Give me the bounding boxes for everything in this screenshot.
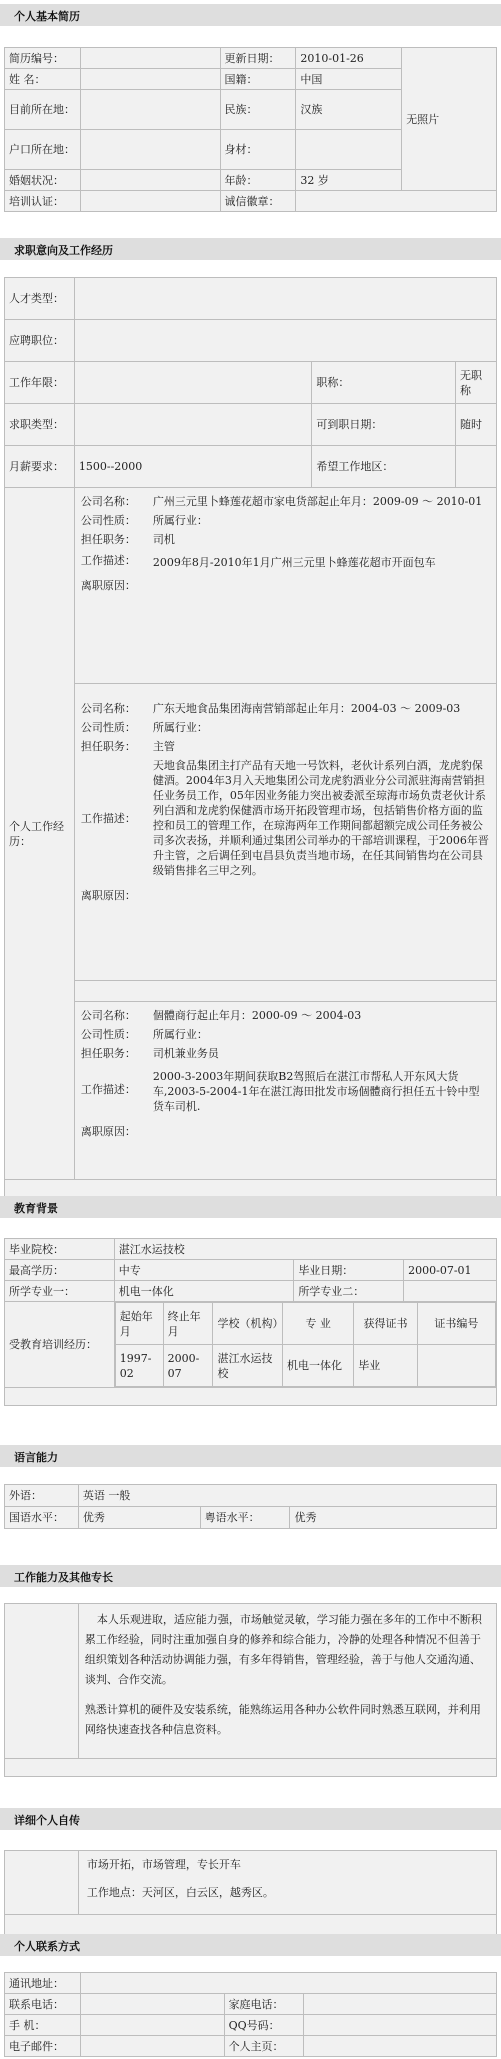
section-title: 个人联系方式 <box>14 1940 80 1953</box>
cantonese-value: 优秀 <box>290 1507 497 1529</box>
section-header-skills <box>0 1565 501 1587</box>
home-phone-label: 家庭电话： <box>224 1994 304 2015</box>
company-value: 广州三元里卜蜂莲花超市家电货部起止年月：2009-09 ～ 2010-01 <box>152 495 483 508</box>
cantonese-label: 粤语水平： <box>200 1507 290 1529</box>
section-header-self <box>0 1808 501 1830</box>
job-title-value: 无职称 <box>456 362 497 404</box>
available-label: 可到职日期： <box>312 404 456 446</box>
th-cert-no: 证书编号 <box>417 1303 495 1345</box>
nationality-value: 中国 <box>296 69 402 90</box>
mobile-value <box>80 2015 224 2036</box>
train-end: 2000-07 <box>163 1345 213 1387</box>
role-label: 担任职务： <box>80 1047 136 1060</box>
experience-label: 个人工作经历： <box>5 488 75 1180</box>
qq-label: QQ号码： <box>224 2015 304 2036</box>
job-divider <box>75 683 496 695</box>
credit-value <box>296 191 497 212</box>
desc-value: 2000-3-2003年期间获取B2驾照后在湛江市帮私人开东风大货车,2003-5-2004-1年在湛江海田批发市场個體商行担任五十铃中型货车司机. <box>152 1070 480 1113</box>
email-value <box>80 2036 224 2057</box>
years-label: 工作年限： <box>5 362 75 404</box>
company-label: 公司名称： <box>80 1009 136 1022</box>
ethnicity-value: 汉族 <box>296 90 402 130</box>
nature-label: 公司性质： <box>80 1028 136 1041</box>
company-label: 公司名称： <box>80 702 136 715</box>
section-header-intent <box>0 238 501 260</box>
company-value: 广东天地食品集团海南营销部起止年月：2004-03 ～ 2009-03 <box>152 702 461 715</box>
nature-value: 所属行业： <box>152 514 208 527</box>
area-label: 希望工作地区： <box>312 446 456 488</box>
th-cert: 获得证书 <box>354 1303 417 1345</box>
ethnicity-label: 民族： <box>220 90 296 130</box>
role-label: 担任职务： <box>80 740 136 753</box>
desc-value: 天地食品集团主打产品有天地一号饮料，老伙计系列白酒，龙虎豹保健酒。2004年3月入天地集团公司龙虎豹酒业分公司派驻海南营销担任业务员工作，05年因业务能力突出被委派至琼海市场负责老伙计系列白酒和龙虎豹保健酒市场开拓段管理市场，包括销售价格方面的监控和员工的管理工作，在琼海两年工作期间都超额完成公司任务被公司多次表扬，并顺利通过集团公司举办的干部培训课程，于2006年晋升主管，之后调任到屯昌县负责当地市场，在任其间销售均在公司县级销售排名三甲之列。 <box>152 759 489 877</box>
credit-label: 诚信徽章： <box>220 191 296 212</box>
edu-footer-row <box>5 1388 497 1406</box>
homepage-label: 个人主页： <box>224 2036 304 2057</box>
email-label: 电子邮件： <box>5 2036 81 2057</box>
train-cert: 毕业 <box>354 1345 417 1387</box>
train-cert-no <box>417 1345 495 1387</box>
location-value <box>80 90 220 130</box>
th-major: 专 业 <box>282 1303 353 1345</box>
talent-type-value <box>74 278 496 320</box>
train-major: 机电一体化 <box>282 1345 353 1387</box>
hukou-value <box>80 130 220 170</box>
section-header-contact <box>0 1934 501 1956</box>
intent-footer-row <box>5 1180 497 1198</box>
mandarin-value: 优秀 <box>78 1507 200 1529</box>
section-header-edu <box>0 1196 501 1218</box>
nature-label: 公司性质： <box>80 514 136 527</box>
salary-label: 月薪要求： <box>5 446 75 488</box>
address-label: 通讯地址： <box>5 1973 81 1994</box>
phone-value <box>80 1994 224 2015</box>
hukou-label: 户口所在地： <box>5 130 81 170</box>
desc-label: 工作描述： <box>80 554 136 567</box>
self-line: 市场开拓，市场管理，专长开车 <box>86 1858 241 1871</box>
section-title: 语言能力 <box>14 1451 58 1464</box>
train-school: 湛江水运技校 <box>213 1345 282 1387</box>
role-label: 担任职务： <box>80 533 136 546</box>
name-label: 姓 名： <box>5 69 81 90</box>
home-phone-value <box>304 1994 497 2015</box>
area-value <box>456 446 497 488</box>
training-table <box>115 1302 496 1387</box>
role-value: 主管 <box>152 740 175 753</box>
company-label: 公司名称： <box>80 495 136 508</box>
self-line: 工作地点：天河区，白云区，越秀区。 <box>86 1886 274 1899</box>
foreign-value: 英语 一般 <box>78 1485 496 1507</box>
jobtype-value <box>74 404 311 446</box>
school-value: 湛江水运技校 <box>114 1239 496 1260</box>
cert-value <box>80 191 220 212</box>
section-title: 个人基本简历 <box>14 10 80 23</box>
section-title: 详细个人自传 <box>14 1814 80 1827</box>
reason-label: 离职原因： <box>80 579 136 592</box>
th-end: 终止年月 <box>163 1303 213 1345</box>
edu-table <box>4 1238 497 1406</box>
skills-paragraph: 熟悉计算机的硬件及安装系统，能熟练运用各种办公软件同时熟悉互联网，并利用网络快速查找各种信息资料。 <box>84 1703 481 1736</box>
update-date-label: 更新日期： <box>220 48 296 69</box>
section-header-basic <box>0 4 501 26</box>
major1-value: 机电一体化 <box>114 1281 294 1302</box>
self-spacer <box>5 1851 79 1915</box>
lang-table <box>4 1484 497 1529</box>
skills-cell <box>78 1604 496 1759</box>
reason-value <box>149 1116 494 1141</box>
position-label: 应聘职位： <box>5 320 75 362</box>
photo-placeholder: 无照片 <box>406 112 440 126</box>
photo-cell <box>402 48 497 191</box>
position-value <box>74 320 496 362</box>
nature-value: 所属行业： <box>152 721 208 734</box>
major2-label: 所学专业二： <box>294 1281 404 1302</box>
job-entry <box>75 695 496 980</box>
mobile-label: 手 机： <box>5 2015 81 2036</box>
nature-value: 所属行业： <box>152 1028 208 1041</box>
foreign-label: 外语： <box>5 1485 79 1507</box>
degree-value: 中专 <box>114 1260 294 1281</box>
height-value <box>296 130 402 170</box>
resume-no-value <box>80 48 220 69</box>
self-footer-row <box>5 1915 497 1935</box>
name-value <box>80 69 220 90</box>
marital-value <box>80 170 220 191</box>
location-label: 目前所在地： <box>5 90 81 130</box>
reason-label: 离职原因： <box>80 889 136 902</box>
marital-label: 婚姻状况： <box>5 170 81 191</box>
age-value: 32 岁 <box>296 170 402 191</box>
section-title: 求职意向及工作经历 <box>14 244 113 257</box>
jobtype-label: 求职类型： <box>5 404 75 446</box>
reason-label: 离职原因： <box>80 1125 136 1138</box>
skills-table <box>4 1603 497 1777</box>
desc-value: 2009年8月-2010年1月广州三元里卜蜂莲花超市开面包车 <box>152 556 436 569</box>
train-start: 1997-02 <box>115 1345 163 1387</box>
section-header-lang <box>0 1445 501 1467</box>
mandarin-label: 国语水平： <box>5 1507 79 1529</box>
role-value: 司机兼业务员 <box>152 1047 219 1060</box>
desc-label: 工作描述： <box>80 811 136 825</box>
grad-date-label: 毕业日期： <box>294 1260 404 1281</box>
height-label: 身材： <box>220 130 296 170</box>
skills-footer-row <box>5 1759 497 1777</box>
job-title-label: 职称： <box>312 362 456 404</box>
desc-label: 工作描述： <box>80 1083 136 1096</box>
resume-no-label: 简历编号： <box>5 48 81 69</box>
experience-cell <box>74 488 496 1180</box>
basic-info-table <box>4 47 497 212</box>
nature-label: 公司性质： <box>80 721 136 734</box>
th-start: 起始年月 <box>115 1303 163 1345</box>
salary-value: 1500--2000 <box>74 446 311 488</box>
job-divider <box>75 980 496 1002</box>
th-school: 学校（机构） <box>213 1303 282 1345</box>
talent-type-label: 人才类型： <box>5 278 75 320</box>
major1-label: 所学专业一： <box>5 1281 115 1302</box>
school-label: 毕业院校： <box>5 1239 115 1260</box>
cert-label: 培训认证： <box>5 191 81 212</box>
training-cell <box>114 1302 496 1388</box>
nationality-label: 国籍： <box>220 69 296 90</box>
major2-value <box>404 1281 497 1302</box>
degree-label: 最高学历： <box>5 1260 115 1281</box>
job-entry <box>75 1002 496 1179</box>
section-title: 工作能力及其他专长 <box>14 1571 113 1584</box>
update-date-value: 2010-01-26 <box>296 48 402 69</box>
homepage-value <box>304 2036 497 2057</box>
phone-label: 联系电话： <box>5 1994 81 2015</box>
years-value <box>74 362 311 404</box>
self-cell <box>78 1851 496 1915</box>
address-value <box>80 1973 496 1994</box>
skills-paragraph: 本人乐观进取，适应能力强，市场触觉灵敏，学习能力强在多年的工作中不断积累工作经验，同时注重加强自身的修养和综合能力，冷静的处理各种情况不但善于组织策划各种活动协调能力强，有多年得销售，管理经验，善于与他人交通沟通、谈判、合作交流。 <box>84 1613 482 1686</box>
reason-value <box>149 572 494 595</box>
section-title: 教育背景 <box>14 1202 58 1215</box>
company-value: 個體商行起止年月：2000-09 ～ 2004-03 <box>152 1009 362 1022</box>
intent-table <box>4 277 497 1198</box>
contact-table <box>4 1972 497 2057</box>
training-label: 受教育培训经历： <box>5 1302 115 1388</box>
age-label: 年龄： <box>220 170 296 191</box>
grad-date-value: 2000-07-01 <box>404 1260 497 1281</box>
qq-value <box>304 2015 497 2036</box>
role-value: 司机 <box>152 533 175 546</box>
self-table <box>4 1850 497 1935</box>
skills-spacer <box>5 1604 79 1759</box>
reason-value <box>149 880 494 905</box>
available-value: 随时 <box>456 404 497 446</box>
job-entry <box>75 488 496 683</box>
